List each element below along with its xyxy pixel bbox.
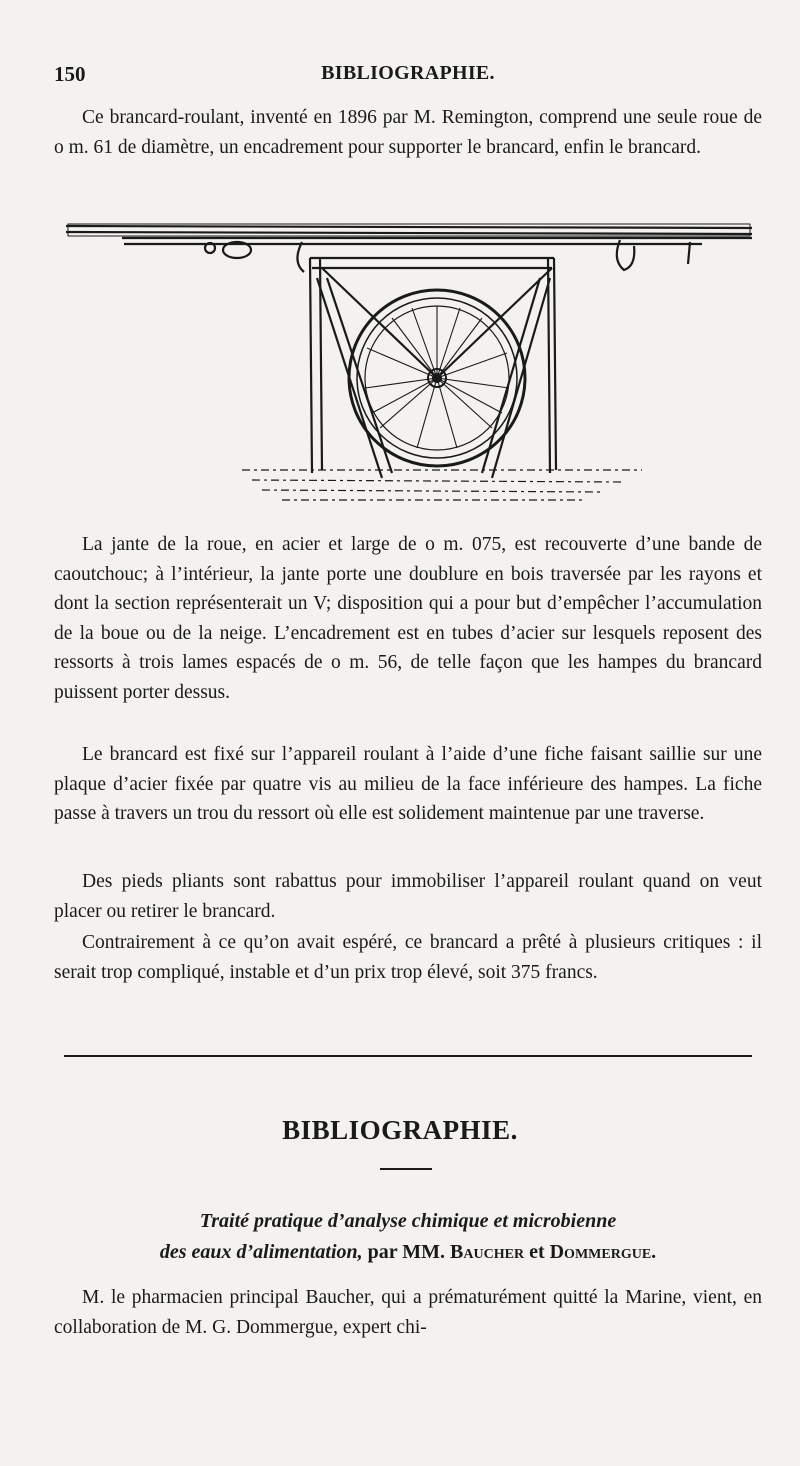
book-title-continuation: des eaux d’alimentation, bbox=[159, 1241, 363, 1263]
book-title-line-1: Traité pratique d’analyse chimique et microbienne bbox=[199, 1210, 617, 1232]
section-divider bbox=[64, 1055, 752, 1057]
authors-prefix: par MM. bbox=[367, 1241, 446, 1263]
running-title: BIBLIOGRAPHIE. bbox=[321, 62, 495, 84]
page-number: 150 bbox=[54, 62, 86, 86]
book-title-line-2 bbox=[54, 1237, 762, 1267]
paragraph-intro: Ce brancard-roulant, inventé en 1896 par M. Remington, comprend une seule roue de o m. 61 de diamètre, un encadrement pour supporter le brancard, enfin le brancard. bbox=[54, 107, 762, 158]
title-underline bbox=[380, 1168, 432, 1170]
paragraph-fixing: Le brancard est fixé sur l’appareil roulant à l’aide d’une fiche faisant saillie sur une plaque d’acier fixée par quatre vis au milieu de la face inférieure des hampes. La fiche passe à travers un trou du ressort où elle est solidement maintenue par une traverse. bbox=[54, 744, 762, 824]
authors-join: et bbox=[529, 1241, 545, 1263]
paragraph-review: M. le pharmacien principal Baucher, qui a prématurément quitté la Marine, vient, en collaboration de M. G. Dommergue, expert chi- bbox=[54, 1287, 762, 1338]
author-baucher: Baucher bbox=[450, 1241, 525, 1263]
paragraph-criticism: Contrairement à ce qu’on avait espéré, ce brancard a prêté à plusieurs critiques : il serait trop compliqué, instable et d’un prix trop élevé, soit 375 francs. bbox=[54, 932, 762, 983]
paragraph-rim: La jante de la roue, en acier et large de o m. 075, est recouverte d’une bande de caoutchouc; à l’intérieur, la jante porte une doublure en bois traversée par les rayons et dont la section représenterait un V; disposition qui a pour but d’empêcher l’accumulation de la boue ou de la neige. L’encadrement est en tubes d’acier sur lesquels reposent des ressorts à trois lames espacés de o m. 56, de telle façon que les hampes du brancard puissent porter dessus. bbox=[54, 534, 762, 703]
paragraph-folding-legs: Des pieds pliants sont rabattus pour immobiliser l’appareil roulant quand on veut placer ou retirer le brancard. bbox=[54, 871, 762, 922]
section-title: BIBLIOGRAPHIE. bbox=[282, 1115, 518, 1145]
author-dommergue: Dommergue. bbox=[549, 1241, 657, 1263]
running-head bbox=[52, 62, 764, 90]
stretcher-illustration bbox=[62, 208, 762, 508]
